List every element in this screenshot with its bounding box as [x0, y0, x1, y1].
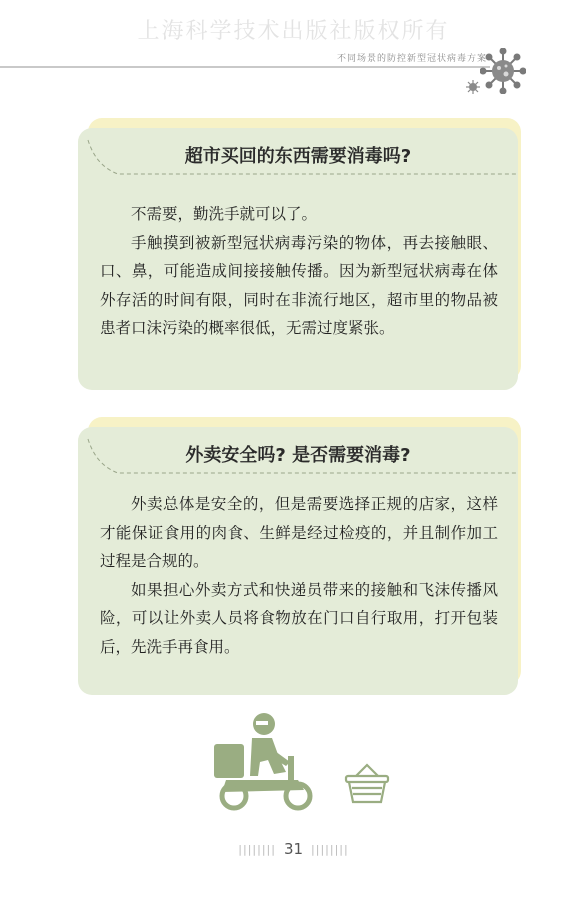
copyright-watermark: 上海科学技术出版社版权所有 [137, 19, 450, 44]
paragraph: 手触摸到被新型冠状病毒污染的物体，再去接触眼、口、鼻，可能造成间接接触传播。因为新型冠状病毒在体外存活的时间有限，同时在非流行地区，超市里的物品被患者口沫污染的概率很低，无需过度紧张。 [100, 233, 498, 337]
section-card [78, 427, 518, 695]
decorative-ticks: |||||||| [238, 843, 276, 856]
page-footer [0, 840, 587, 858]
delivery-rider-icon [212, 712, 317, 812]
paragraph: 不需要，勤洗手就可以了。 [131, 205, 318, 223]
virus-icon [480, 48, 526, 94]
section-title: 外卖安全吗? 是否需要消毒? [185, 445, 411, 466]
page-number: 31 [283, 840, 304, 858]
shopping-basket-icon [344, 762, 390, 806]
takeout-section [78, 427, 518, 695]
paragraph: 外卖总体是安全的，但是需要选择正规的店家，这样才能保证食用的肉食、生鲜是经过检疫的，并且制作加工过程是合规的。 [100, 495, 498, 570]
supermarket-section [78, 128, 518, 390]
section-body [100, 490, 498, 661]
header-rule [0, 66, 490, 68]
decorative-ticks: |||||||| [311, 843, 349, 856]
section-card [78, 128, 518, 390]
book-running-title: 不同场景的防控新型冠状病毒方案 [336, 54, 487, 64]
small-virus-icon [465, 79, 481, 95]
paragraph: 如果担心外卖方式和快递员带来的接触和飞沫传播风险，可以让外卖人员将食物放在门口自行取用，打开包装后，先洗手再食用。 [100, 580, 498, 656]
section-title: 超市买回的东西需要消毒吗? [184, 146, 412, 167]
section-body [100, 200, 498, 343]
